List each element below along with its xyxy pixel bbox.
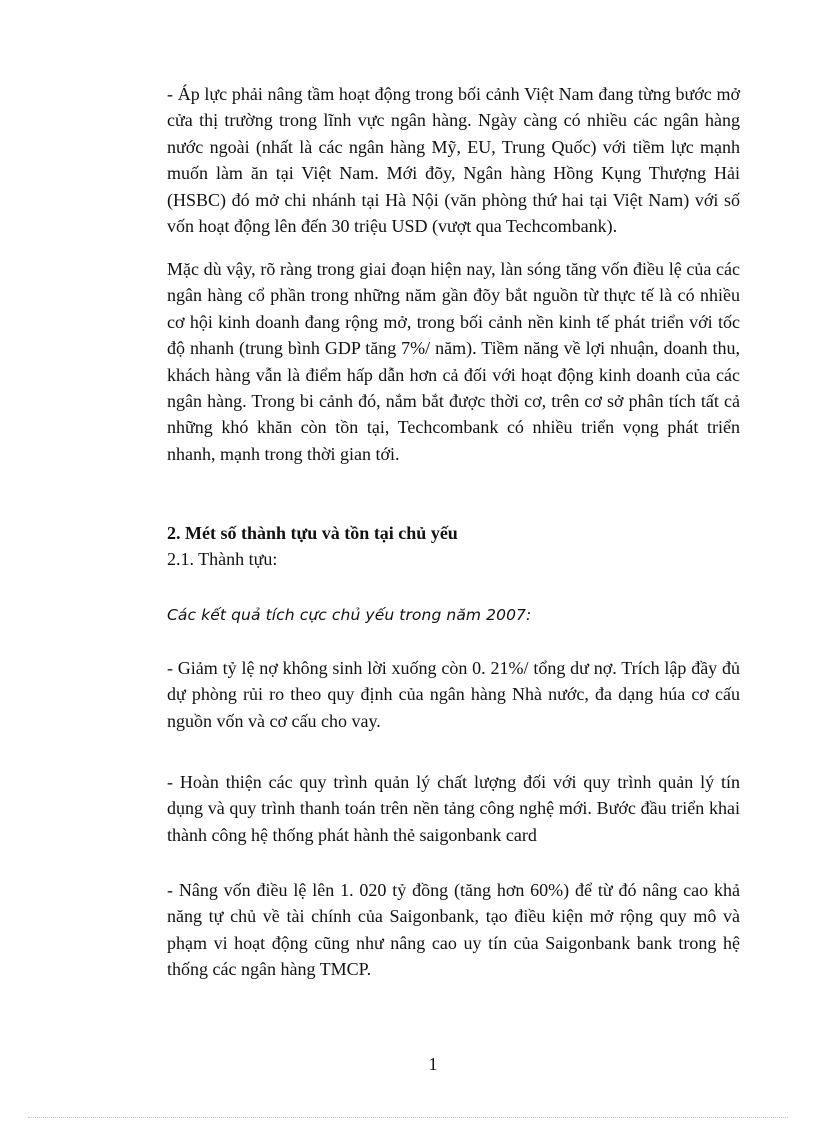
paragraph-opportunities: Mặc dù vậy, rõ ràng trong giai đoạn hiện nay, làn sóng tăng vốn điều lệ của các ngân hàng cổ phần trong những năm gần đõy bắt nguồn từ thực tế là có nhiều cơ hội kinh doanh đang rộng mở, trong bối cảnh nền kinh tế phát triển với tốc độ nhanh (trung bình GDP tăng 7%/ năm). Tiềm năng về lợi nhuận, doanh thu, khách hàng vẫn là điểm hấp dẫn hơn cả đối với hoạt động kinh doanh của các ngân hàng. Trong bi cảnh đó, nắm bắt được thời cơ, trên cơ sở phân tích tất cả những khó khăn còn tồn tại, Techcombank có nhiều triển vọng phát triển nhanh, mạnh trong thời gian tới.: [167, 259, 740, 464]
paragraph-bad-debt: - Giảm tỷ lệ nợ không sinh lời xuống còn 0. 21%/ tổng dư nợ. Trích lập đầy đủ dự phòng rủi ro theo quy định của ngân hàng Nhà nước, đa dạng húa cơ cấu nguồn vốn và cơ cấu cho vay.: [167, 658, 740, 731]
italic-intro: Các kết quả tích cực chủ yếu trong năm 2007:: [167, 606, 532, 624]
section-heading: 2. Mét số thành tựu và tồn tại chủ yếu: [167, 523, 458, 543]
page-number: 1: [428, 1054, 438, 1074]
paragraph-capital: - Nâng vốn điều lệ lên 1. 020 tỷ đồng (tăng hơn 60%) để từ đó nâng cao khả năng tự chủ về tài chính của Saigonbank, tạo điều kiện mở rộng quy mô và phạm vi hoạt động cũng như nâng cao uy tín của Saigonbank bank trong hệ thống các ngân hàng TMCP.: [167, 880, 740, 980]
paragraph-process: - Hoàn thiện các quy trình quản lý chất lượng đối với quy trình quản lý tín dụng và quy trình thanh toán trên nền tảng công nghệ mới. Bước đầu triển khai thành công hệ thống phát hành thẻ saigonbank card: [167, 772, 740, 845]
paragraph-pressure: - Áp lực phải nâng tầm hoạt động trong bối cảnh Việt Nam đang từng bước mở cửa thị trường trong lĩnh vực ngân hàng. Ngày càng có nhiều các ngân hàng nước ngoài (nhất là các ngân hàng Mỹ, EU, Trung Quốc) với tiềm lực mạnh muốn làm ăn tại Việt Nam. Mới đõy, Ngân hàng Hồng Kụng Thượng Hải (HSBC) đó mở chi nhánh tại Hà Nội (văn phòng thứ hai tại Việt Nam) với số vốn hoạt động lên đến 30 triệu USD (vượt qua Techcombank).: [167, 84, 740, 237]
footer-divider: [28, 1117, 788, 1118]
subsection-heading: 2.1. Thành tựu:: [167, 549, 278, 569]
